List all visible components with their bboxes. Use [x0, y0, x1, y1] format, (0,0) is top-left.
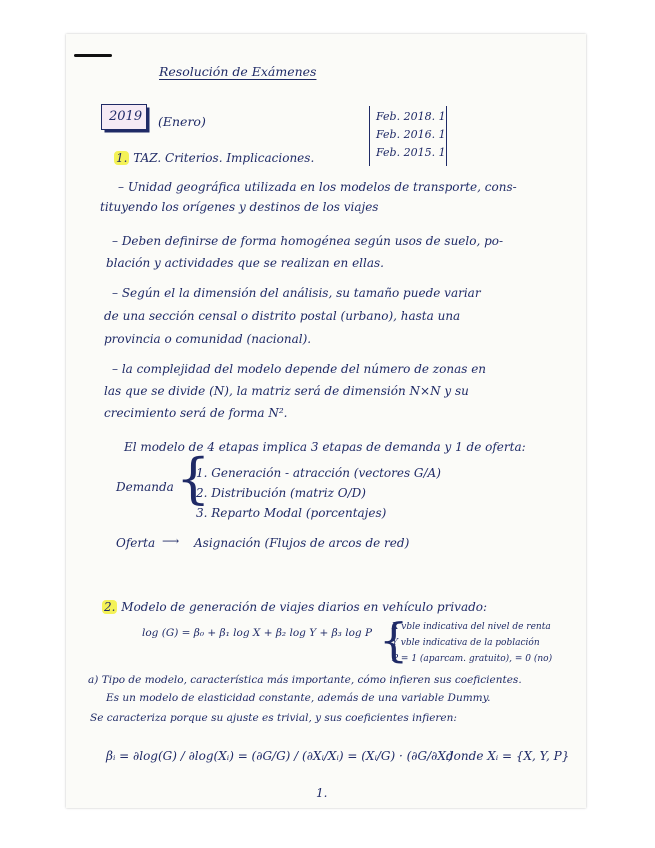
var-definition: Y vble indicativa de la población [392, 638, 540, 648]
model-equation: log (G) = β₀ + β₁ log X + β₂ log Y + β₃ log P [142, 627, 373, 639]
text-line: provincia o comunidad (nacional). [104, 332, 312, 346]
var-definition: X vble indicativa del nivel de renta [392, 622, 551, 632]
answer-line: Es un modelo de elasticidad constante, además de una variable Dummy. [106, 692, 491, 704]
arrow-icon: ⟶ [162, 534, 180, 548]
text-line: tituyendo los orígenes y destinos de los viajes [100, 200, 379, 214]
year-label: 2019 [109, 109, 143, 124]
oferta-item: Asignación (Flujos de arcos de red) [194, 536, 410, 550]
oferta-label: Oferta [116, 536, 156, 550]
exam-ref: Feb. 2015. 1 [376, 146, 446, 159]
demanda-item: 3. Reparto Modal (porcentajes) [196, 506, 387, 520]
section2-title: Modelo de generación de viajes diarios en vehículo privado: [121, 600, 488, 614]
text-line: – la complejidad del modelo depende del número de zonas en [112, 362, 487, 376]
month-label: (Enero) [158, 114, 206, 129]
exam-ref: Feb. 2018. 1 [376, 110, 446, 123]
text-line: – Deben definirse de forma homogénea según usos de suelo, po- [112, 234, 504, 248]
vars-brace: { [379, 613, 409, 667]
text-line: de una sección censal o distrito postal (urbano), hasta una [104, 309, 461, 323]
text-line: – Unidad geográfica utilizada en los modelos de transporte, cons- [118, 180, 517, 194]
page-title: Resolución de Exámenes [159, 64, 317, 79]
answer-line: Se caracteriza porque su ajuste es trivial, y sus coeficientes infieren: [90, 712, 457, 724]
var-definition: P = 1 (aparcam. gratuito), = 0 (no) [392, 654, 553, 664]
demanda-item: 2. Distribución (matriz O/D) [196, 486, 366, 500]
page-number: 1. [316, 786, 328, 800]
notebook-page [66, 34, 586, 808]
section1-title: TAZ. Criterios. Implicaciones. [133, 151, 315, 165]
question-a: a) Tipo de modelo, característica más importante, cómo infieren sus coeficientes. [88, 674, 522, 686]
demanda-brace: { [176, 447, 211, 510]
section2-heading [102, 600, 487, 614]
text-line: las que se divide (N), la matriz será de dimensión N×N y su [104, 384, 469, 398]
text-line: blación y actividades que se realizan en ellas. [106, 256, 384, 270]
section1-number: 1. [116, 151, 128, 165]
section2-number: 2. [104, 600, 116, 614]
text-line: – Según el la dimensión del análisis, su tamaño puede variar [112, 286, 481, 300]
text-line: crecimiento será de forma N². [104, 406, 288, 420]
demanda-label: Demanda [116, 480, 174, 494]
elasticity-formula: βᵢ = ∂log(G) / ∂log(Xᵢ) = (∂G/G) / (∂Xᵢ/Xᵢ) = (Xᵢ/G) · (∂G/∂Xᵢ) [106, 749, 453, 763]
demanda-item: 1. Generación - atracción (vectores G/A) [196, 466, 441, 480]
exam-refs-box [369, 106, 447, 166]
margin-dash [74, 54, 112, 57]
section1-heading [114, 151, 314, 165]
stages-intro: El modelo de 4 etapas implica 3 etapas de demanda y 1 de oferta: [124, 440, 526, 454]
exam-ref: Feb. 2016. 1 [376, 128, 446, 141]
variables-set: donde Xᵢ = {X, Y, P} [446, 749, 570, 763]
year-box [101, 104, 147, 130]
